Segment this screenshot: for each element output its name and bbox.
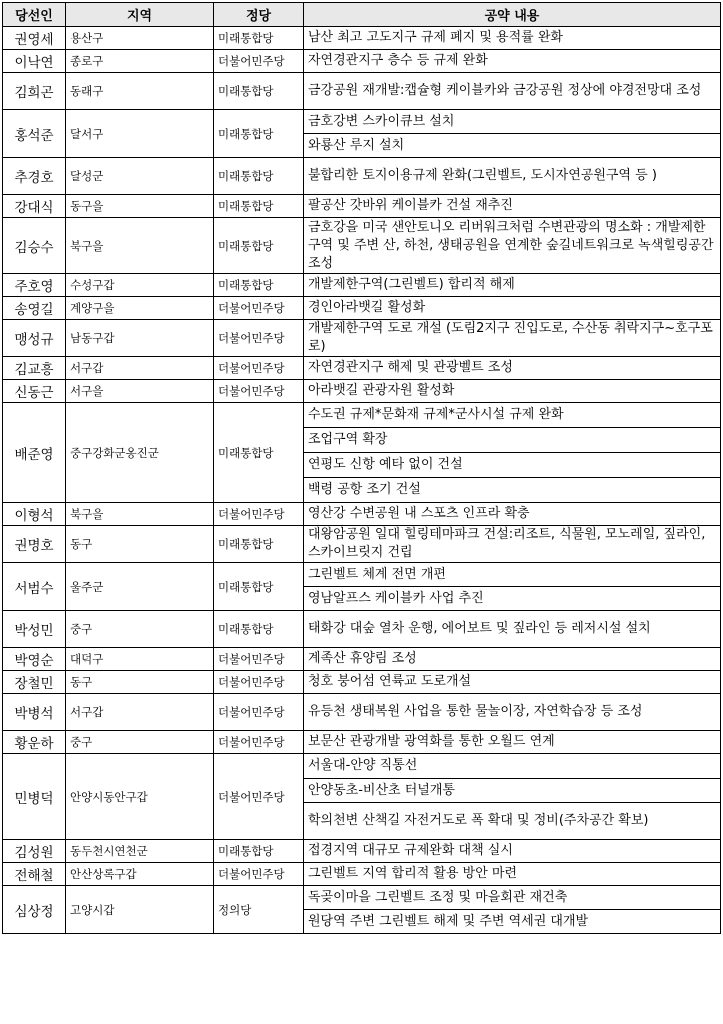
winner-name: 황운하 bbox=[3, 731, 66, 754]
region-cell: 안산상록구갑 bbox=[66, 863, 214, 886]
region-cell: 동구 bbox=[66, 526, 214, 563]
winner-name: 박성민 bbox=[3, 611, 66, 648]
table-row bbox=[3, 731, 721, 754]
table-row bbox=[3, 320, 721, 357]
pledge-cell: 영남알프스 케이블카 사업 추진 bbox=[304, 587, 721, 611]
winner-name: 추경호 bbox=[3, 158, 66, 195]
party-cell: 미래통합당 bbox=[214, 110, 304, 158]
party-cell: 미래통합당 bbox=[214, 563, 304, 611]
party-cell: 미래통합당 bbox=[214, 195, 304, 218]
region-cell: 중구 bbox=[66, 731, 214, 754]
pledge-cell: 자연경관지구 해제 및 관광벨트 조성 bbox=[304, 357, 721, 380]
pledge-cell: 원당역 주변 그린벨트 해제 및 주변 역세권 대개발 bbox=[304, 910, 721, 934]
party-cell: 더불어민주당 bbox=[214, 320, 304, 357]
table-row bbox=[3, 648, 721, 671]
table-row bbox=[3, 754, 721, 779]
region-cell: 달성군 bbox=[66, 158, 214, 195]
region-cell: 북구을 bbox=[66, 503, 214, 526]
region-cell: 울주군 bbox=[66, 563, 214, 611]
pledge-cell: 태화강 대숲 열차 운행, 에어보트 및 짚라인 등 레저시설 설치 bbox=[304, 611, 721, 648]
winner-name: 김희곤 bbox=[3, 73, 66, 110]
pledge-cell: 개발제한구역 도로 개설 (도림2지구 진입도로, 수산동 취락지구~호구포로) bbox=[304, 320, 721, 357]
winner-name: 박병석 bbox=[3, 694, 66, 731]
party-cell: 더불어민주당 bbox=[214, 357, 304, 380]
region-cell: 용산구 bbox=[66, 27, 214, 50]
table-row bbox=[3, 611, 721, 648]
pledge-cell: 그린벨트 지역 합리적 활용 방안 마련 bbox=[304, 863, 721, 886]
header-winner: 당선인 bbox=[3, 3, 66, 27]
pledge-cell: 와룡산 루지 설치 bbox=[304, 134, 721, 158]
party-cell: 미래통합당 bbox=[214, 27, 304, 50]
pledge-cell: 접경지역 대규모 규제완화 대책 실시 bbox=[304, 840, 721, 863]
table-row bbox=[3, 694, 721, 731]
pledge-cell: 서울대-안양 직통선 bbox=[304, 754, 721, 779]
party-cell: 미래통합당 bbox=[214, 218, 304, 274]
winner-name: 맹성규 bbox=[3, 320, 66, 357]
pledge-cell: 계족산 휴양림 조성 bbox=[304, 648, 721, 671]
party-cell: 정의당 bbox=[214, 886, 304, 934]
region-cell: 종로구 bbox=[66, 50, 214, 73]
region-cell: 서구을 bbox=[66, 380, 214, 403]
party-cell: 더불어민주당 bbox=[214, 50, 304, 73]
header-region: 지역 bbox=[66, 3, 214, 27]
table-row bbox=[3, 27, 721, 50]
pledge-cell: 금호강을 미국 샌안토니오 리버워크처럼 수변관광의 명소화 : 개발제한구역 및 주변 산, 하천, 생태공원을 연계한 숲길네트워크로 녹색힐링공간 조성 bbox=[304, 218, 721, 274]
table-row bbox=[3, 840, 721, 863]
pledge-cell: 그린벨트 체계 전면 개편 bbox=[304, 563, 721, 587]
region-cell: 동래구 bbox=[66, 73, 214, 110]
pledge-cell: 조업구역 확장 bbox=[304, 428, 721, 453]
party-cell: 미래통합당 bbox=[214, 611, 304, 648]
pledge-cell: 학의천변 산책길 자전거도로 폭 확대 및 정비(주차공간 확보) bbox=[304, 803, 721, 840]
party-cell: 더불어민주당 bbox=[214, 380, 304, 403]
winner-name: 김성원 bbox=[3, 840, 66, 863]
pledge-cell: 안양동초-비산초 터널개통 bbox=[304, 779, 721, 803]
region-cell: 중구강화군옹진군 bbox=[66, 403, 214, 503]
region-cell: 동구을 bbox=[66, 195, 214, 218]
winner-name: 박영순 bbox=[3, 648, 66, 671]
party-cell: 더불어민주당 bbox=[214, 754, 304, 840]
region-cell: 달서구 bbox=[66, 110, 214, 158]
pledge-cell: 독곶이마을 그린벨트 조정 및 마을회관 재건축 bbox=[304, 886, 721, 910]
party-cell: 미래통합당 bbox=[214, 274, 304, 297]
winner-name: 강대식 bbox=[3, 195, 66, 218]
pledge-cell: 불합리한 토지이용규제 완화(그린벨트, 도시자연공원구역 등 ) bbox=[304, 158, 721, 195]
winner-name: 민병덕 bbox=[3, 754, 66, 840]
region-cell: 서구갑 bbox=[66, 357, 214, 380]
pledge-cell: 경인아라뱃길 활성화 bbox=[304, 297, 721, 320]
winner-name: 장철민 bbox=[3, 671, 66, 694]
pledge-cell: 연평도 신항 예타 없이 건설 bbox=[304, 453, 721, 478]
party-cell: 더불어민주당 bbox=[214, 671, 304, 694]
pledge-cell: 백령 공항 조기 건설 bbox=[304, 478, 721, 503]
party-cell: 더불어민주당 bbox=[214, 731, 304, 754]
header-party: 정당 bbox=[214, 3, 304, 27]
winner-name: 김승수 bbox=[3, 218, 66, 274]
table-row bbox=[3, 73, 721, 110]
region-cell: 동두천시연천군 bbox=[66, 840, 214, 863]
table-body bbox=[3, 27, 721, 934]
party-cell: 더불어민주당 bbox=[214, 694, 304, 731]
table-row bbox=[3, 563, 721, 587]
table-row bbox=[3, 886, 721, 910]
region-cell: 안양시동안구갑 bbox=[66, 754, 214, 840]
winner-name: 김교흥 bbox=[3, 357, 66, 380]
region-cell: 중구 bbox=[66, 611, 214, 648]
party-cell: 미래통합당 bbox=[214, 526, 304, 563]
pledge-cell: 남산 최고 고도지구 규제 폐지 및 용적률 완화 bbox=[304, 27, 721, 50]
region-cell: 계양구을 bbox=[66, 297, 214, 320]
table-row bbox=[3, 274, 721, 297]
table-row bbox=[3, 297, 721, 320]
pledge-cell: 청호 붕어섬 연륙교 도로개설 bbox=[304, 671, 721, 694]
winner-name: 권명호 bbox=[3, 526, 66, 563]
winner-name: 신동근 bbox=[3, 380, 66, 403]
table-row bbox=[3, 110, 721, 134]
pledge-cell: 보문산 관광개발 광역화를 통한 오월드 연계 bbox=[304, 731, 721, 754]
winner-name: 홍석준 bbox=[3, 110, 66, 158]
table-row bbox=[3, 50, 721, 73]
region-cell: 서구갑 bbox=[66, 694, 214, 731]
table-row bbox=[3, 526, 721, 563]
party-cell: 미래통합당 bbox=[214, 403, 304, 503]
pledge-cell: 수도권 규제*문화재 규제*군사시설 규제 완화 bbox=[304, 403, 721, 428]
pledge-table bbox=[2, 2, 721, 934]
pledge-cell: 영산강 수변공원 내 스포츠 인프라 확충 bbox=[304, 503, 721, 526]
region-cell: 고양시갑 bbox=[66, 886, 214, 934]
table-row bbox=[3, 863, 721, 886]
pledge-cell: 유등천 생태복원 사업을 통한 물놀이장, 자연학습장 등 조성 bbox=[304, 694, 721, 731]
table-row bbox=[3, 503, 721, 526]
table-row bbox=[3, 195, 721, 218]
party-cell: 더불어민주당 bbox=[214, 863, 304, 886]
header-row bbox=[3, 3, 721, 27]
table-row bbox=[3, 380, 721, 403]
pledge-cell: 자연경관지구 층수 등 규제 완화 bbox=[304, 50, 721, 73]
table-row bbox=[3, 357, 721, 380]
party-cell: 더불어민주당 bbox=[214, 648, 304, 671]
party-cell: 더불어민주당 bbox=[214, 503, 304, 526]
pledge-cell: 대왕암공원 일대 힐링테마파크 건설:리조트, 식물원, 모노레일, 짚라인, 스카이브릿지 건립 bbox=[304, 526, 721, 563]
winner-name: 송영길 bbox=[3, 297, 66, 320]
pledge-cell: 팔공산 갓바위 케이블카 건설 재추진 bbox=[304, 195, 721, 218]
party-cell: 미래통합당 bbox=[214, 158, 304, 195]
winner-name: 권영세 bbox=[3, 27, 66, 50]
winner-name: 전해철 bbox=[3, 863, 66, 886]
region-cell: 동구 bbox=[66, 671, 214, 694]
pledge-cell: 금강공원 재개발:캡슐형 케이블카와 금강공원 정상에 야경전망대 조성 bbox=[304, 73, 721, 110]
winner-name: 이낙연 bbox=[3, 50, 66, 73]
winner-name: 심상정 bbox=[3, 886, 66, 934]
table-row bbox=[3, 403, 721, 428]
winner-name: 이형석 bbox=[3, 503, 66, 526]
region-cell: 수성구갑 bbox=[66, 274, 214, 297]
pledge-cell: 아라뱃길 관광자원 활성화 bbox=[304, 380, 721, 403]
table-row bbox=[3, 218, 721, 274]
region-cell: 남동구갑 bbox=[66, 320, 214, 357]
header-pledge: 공약 내용 bbox=[304, 3, 721, 27]
region-cell: 대덕구 bbox=[66, 648, 214, 671]
winner-name: 주호영 bbox=[3, 274, 66, 297]
winner-name: 배준영 bbox=[3, 403, 66, 503]
table-row bbox=[3, 158, 721, 195]
party-cell: 미래통합당 bbox=[214, 73, 304, 110]
pledge-cell: 금호강변 스카이큐브 설치 bbox=[304, 110, 721, 134]
pledge-cell: 개발제한구역(그린벨트) 합리적 해제 bbox=[304, 274, 721, 297]
winner-name: 서범수 bbox=[3, 563, 66, 611]
region-cell: 북구을 bbox=[66, 218, 214, 274]
table-row bbox=[3, 671, 721, 694]
party-cell: 더불어민주당 bbox=[214, 297, 304, 320]
party-cell: 미래통합당 bbox=[214, 840, 304, 863]
